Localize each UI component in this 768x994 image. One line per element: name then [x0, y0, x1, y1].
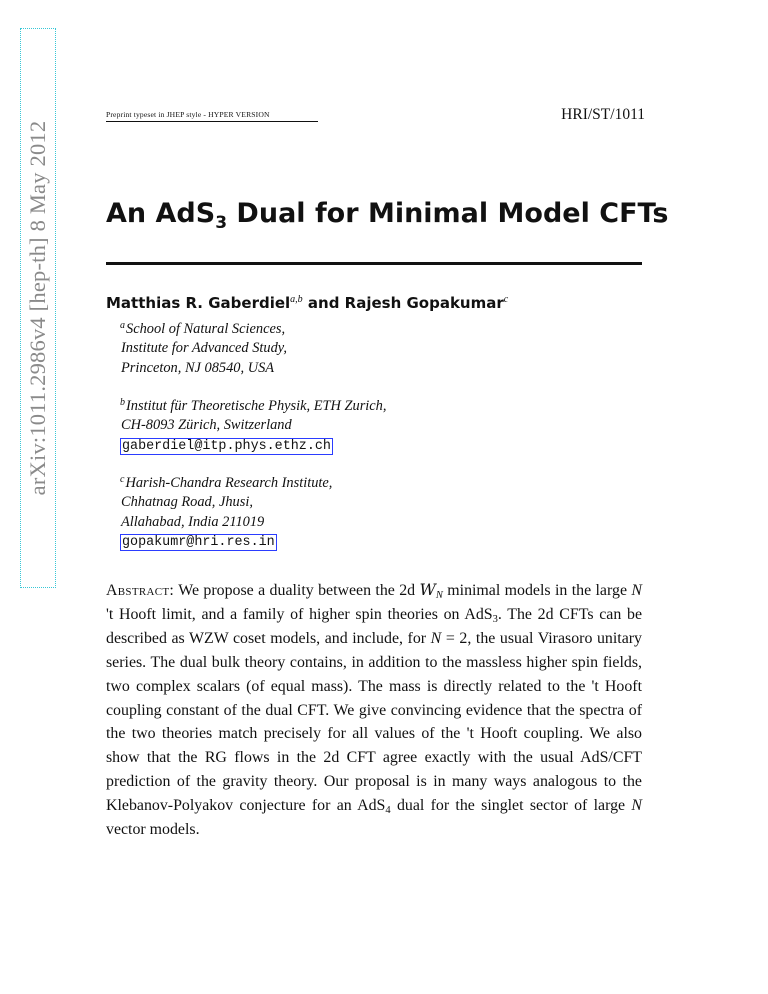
author-gopakumar: Rajesh Gopakumar	[344, 294, 504, 312]
email-link-gaberdiel[interactable]: gaberdiel@itp.phys.ethz.ch	[122, 438, 331, 454]
report-number: HRI/ST/1011	[561, 106, 645, 123]
abstract: Abstract: We propose a duality between the 2d $W_N$ minimal models in the large N 't Hooft limit, and a family of higher spin theories on AdS$_3$. The 2d CFTs can be described as WZW coset models, and include, for N = 2, the usual Virasoro unitary series. The dual bulk theory contains, in addition to the massless higher spin fields, two complex scalars (of equal mass). The mass is directly related to the 't Hooft coupling constant of the dual CFT. We give convincing evidence that the spectra of the two theories match precisely for all values of the 't Hooft coupling. We also show that the RG flows in the 2d CFT agree exactly with the usual AdS/CFT prediction of the gravity theory. Our proposal is in many ways analogous to the Klebanov-Polyakov conjecture for an AdS$_4$ dual for the singlet sector of large N vector models.	[106, 580, 642, 839]
affiliation-b: $^b$Institut für Theoretische Physik, ETH Zurich, CH-8093 Zürich, Switzerland gaberdiel@itp.phys.ethz.ch	[120, 397, 387, 454]
title-rule	[106, 262, 642, 265]
abstract-label: Abstract:	[106, 582, 175, 599]
affiliation-c: $^c$Harish-Chandra Research Institute, Chhatnag Road, Jhusi, Allahabad, India 211019 gopakumr@hri.res.in	[120, 474, 333, 551]
paper-title: An AdS$_3$ Dual for Minimal Model CFTs	[106, 198, 669, 233]
affiliation-a: $^a$School of Natural Sciences, Institute for Advanced Study, Princeton, NJ 08540, USA	[120, 320, 287, 376]
preprint-note: Preprint typeset in JHEP style - HYPER VERSION	[106, 110, 318, 122]
arxiv-stamp[interactable]: arXiv:1011.2986v4 [hep-th] 8 May 2012	[25, 120, 50, 496]
email-link-gopakumar[interactable]: gopakumr@hri.res.in	[122, 535, 275, 551]
author-list: Matthias R. Gaberdiel$^{a,b}$ and Rajesh Gopakumar$^c$	[106, 294, 509, 312]
author-gaberdiel: Matthias R. Gaberdiel	[106, 294, 291, 312]
